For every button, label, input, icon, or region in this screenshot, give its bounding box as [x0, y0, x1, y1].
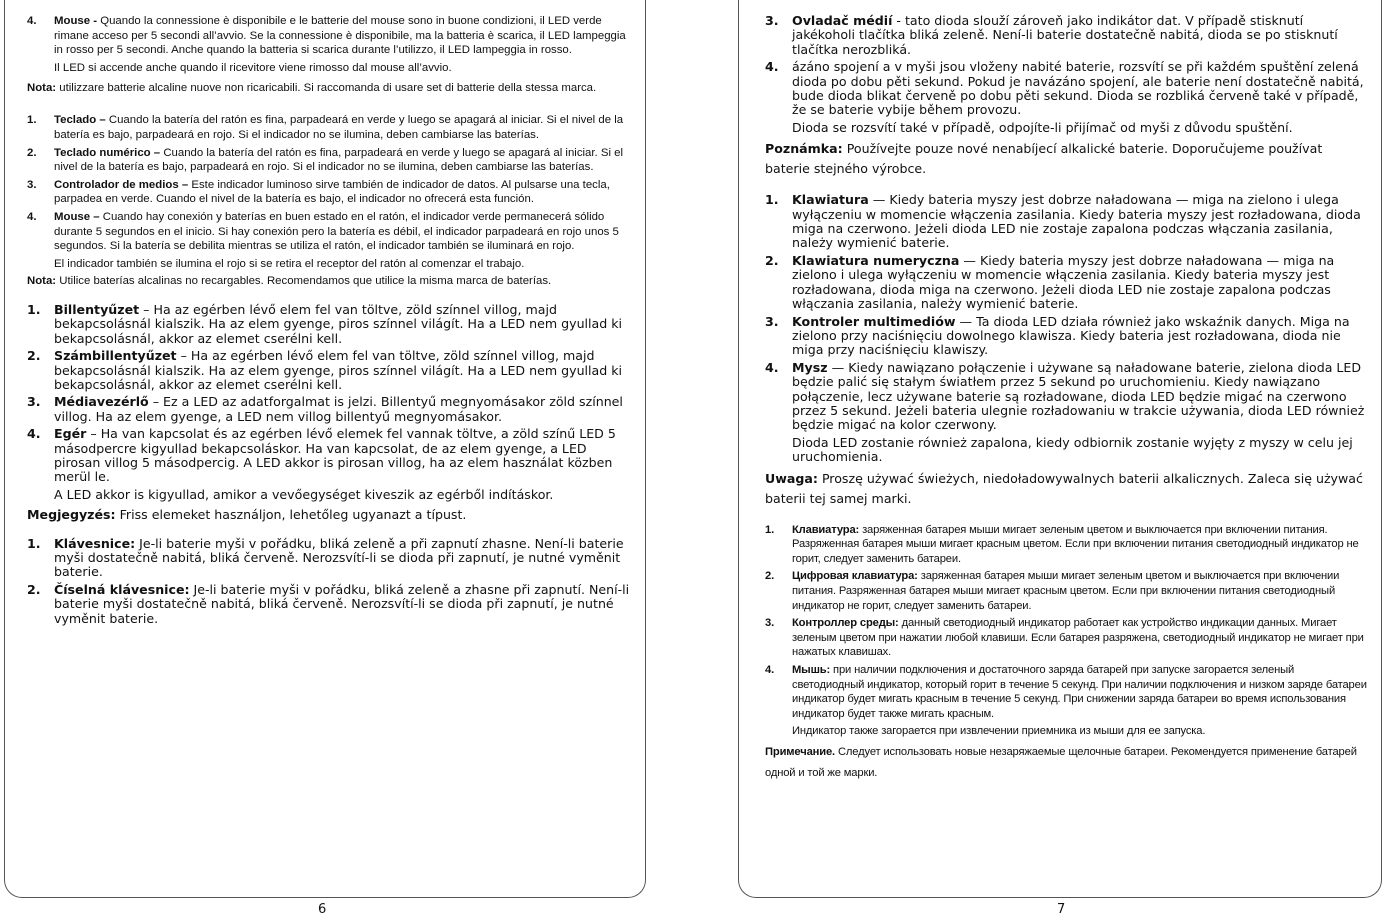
note-text: Utilice baterías alcalinas no recargables. Recomendamos que utilice la misma marca de baterías. — [59, 275, 552, 288]
note-text: Proszę używać świeżych, niedoładowywalnych baterii alkalicznych. Zaleca się używać baterii tej samej marki. — [765, 470, 1363, 506]
item-extra: A LED akkor is kigyullad, amikor a vevőegységet kiveszik az egérből indításkor. — [54, 486, 554, 502]
list-item — [765, 569, 1367, 613]
item-number: 1. — [765, 192, 779, 208]
note-text: Používejte pouze nové nenabíjecí alkalické baterie. Doporučujeme používat baterie stejného výrobce. — [765, 141, 1323, 177]
item-text: - tato dioda slouží zároveň jako indikátor dat. V případě stisknutí jakékoholi tlačítka bliká zeleně. Není-li baterie dostatečně nabitá, dioda se po stisknutí tlačítka nerozbliká. — [792, 13, 1338, 57]
item-term: Egér — [54, 426, 87, 442]
item-number: 2. — [27, 348, 41, 364]
note-text: utilizzare batterie alcaline nuove non ricaricabili. Si raccomanda di usare set di batterie della stessa marca. — [59, 82, 597, 95]
note-text: Friss elemeket használjon, lehetőleg ugyanazt a típust. — [119, 507, 467, 523]
item-number: 1. — [765, 523, 775, 536]
item-text: Cuando la batería del ratón es fina, parpadeará en verde y luego se apagará al iniciar. Si el nivel de la batería es bajo, parpadeará en rojo. Si el indicador no se ilumina, deben cambiarse las baterías. — [54, 114, 624, 141]
list-item — [765, 60, 1367, 118]
item-term: Клавиатура: — [792, 523, 860, 536]
list-item — [27, 178, 631, 207]
item-number: 1. — [27, 114, 37, 127]
list-item — [765, 315, 1367, 358]
item-text: – Ha az egérben lévő elem fel van töltve, zöld színnel villog, majd bekapcsolásnál kialszik. Ha az elem gyenge, piros színnel világít. Ha a LED nem gyullad ki bekapcsolásnál, akkor az elemet cserélni kell. — [54, 348, 623, 392]
item-number: 2. — [765, 252, 779, 268]
item-text: — Kiedy nawiązano połączenie i używane są naładowane baterie, zielona dioda LED będzie palić się stałym światłem przez 5 sekund po uruchomieniu. Kiedy nawiązano połączenie, lecz używane baterie są rozładowane, dioda LED będzie migać na czerwono przez 5 sekund. Jeżeli bateria ulegnie rozładowaniu w trakcie używania, dioda LED również będzie migać na kolor czerwony. — [792, 359, 1365, 433]
item-number: 3. — [27, 178, 37, 191]
item-term: Цифровая клавиатура: — [792, 570, 918, 583]
item-text: Cuando la batería del ratón es fina, parpadeará en verde y luego se apagará al iniciar. Si el nivel de la batería es bajo, parpadeará en rojo. Si el indicador no se ilumina, deben cambiarse las baterías. — [54, 146, 624, 174]
russian-section — [765, 523, 1367, 784]
list-item — [27, 583, 631, 626]
item-number: 3. — [27, 394, 41, 410]
item-extra: Dioda se rozsvítí také v případě, odpojíte-li přijímač od myši z důvodu spuštění. — [792, 119, 1293, 135]
note — [765, 139, 1367, 179]
item-number: 3. — [765, 313, 779, 329]
item-extra: Il LED si accende anche quando il ricevitore viene rimosso dal mouse all’avvio. — [54, 61, 452, 74]
item-text: Este indicador luminoso sirve también de indicador de datos. Al pulsarse una tecla, parpadea en verde. Cuando el nivel de la batería es bajo, el indicador no ofrecerá esta función. — [54, 178, 610, 206]
item-term: Médiavezérlő — [54, 394, 149, 410]
item-text: – Ha van kapcsolat és az egérben lévő elemek fel vannak töltve, a zöld színű LED 5 másodpercre kigyullad bekapcsoláskor. Ha van kapcsolat, de az elem gyenge, a LED pirosan villog 5 másodpercig. A LED akkor is pirosan villog, ha az elem használat közben merül le. — [54, 426, 616, 485]
item-term: Controlador de medios – — [54, 178, 189, 191]
item-term: Mouse – — [54, 210, 100, 223]
list-item — [27, 537, 631, 580]
item-term: Контроллер среды: — [792, 617, 899, 630]
list-item — [27, 14, 631, 58]
item-term: Kontroler multimediów — [792, 313, 956, 329]
item-text: — Kiedy bateria myszy jest dobrze naładowana — miga na zielono i ulega wyłączeniu w momencie włączenia zasilania. Kiedy bateria myszy jest rozładowana, dioda miga na czerwono. Jeżeli dioda LED nie zostaje zapalona podczas włączania zasilania, należy wymienić baterie. — [792, 192, 1361, 251]
item-number: 4. — [27, 426, 41, 442]
list-item — [27, 427, 631, 485]
italian-section — [27, 14, 631, 99]
polish-section — [765, 193, 1367, 508]
item-number: 3. — [765, 13, 779, 28]
item-text: Je-li baterie myši v pořádku, bliká zeleně a při zapnutí zhasne. Není-li baterie myši dostatečně nabitá, bliká červeně. Nerozsvítí-li se dioda při zapnutí, je nutné vyměnit baterie. — [54, 535, 624, 580]
list-item — [765, 616, 1367, 660]
note — [27, 508, 631, 522]
note-label: Megjegyzés: — [27, 507, 116, 523]
item-term: Billentyűzet — [54, 301, 140, 317]
czech-section-end — [765, 14, 1367, 179]
item-term: Klávesnice: — [54, 535, 136, 551]
item-extra: Dioda LED zostanie również zapalona, kiedy odbiornik zostanie wyjęty z myszy w celu jej uruchomienia. — [792, 434, 1353, 465]
list-item — [27, 146, 631, 175]
item-number: 4. — [765, 359, 779, 375]
list-item — [765, 523, 1367, 567]
note-label: Uwaga: — [765, 470, 818, 486]
note-text: Следует использовать новые незаряжаемые щелочные батареи. Рекомендуется применение батарей одной и той же марки. — [765, 745, 1357, 779]
item-number: 4. — [27, 15, 37, 27]
item-term: Számbillentyűzet — [54, 348, 177, 364]
item-text: – Ha az egérben lévő elem fel van töltve, zöld színnel villog, majd bekapcsolásnál kialszik. Ha az elem gyenge, piros színnel világít. Ha a LED nem gyullad ki bekapcsolásnál, akkor az elemet cserélni kell. — [54, 301, 623, 346]
note — [27, 274, 631, 289]
item-text: Quando la connessione è disponibile e le batterie del mouse sono in buone condizioni, il LED verde rimane acceso per 5 secondi all’avvio. Se la connessione è disponibile, ma la batteria è scarica, il LED lampeggia in rosso per 5 secondi. Anche quando la batteria si scarica durante l’utilizzo, il LED lampeggia in rosso. — [54, 15, 626, 57]
item-number: 2. — [765, 570, 775, 583]
item-text: — Ta dioda LED działa również jako wskaźnik danych. Miga na zielono przy naciśnięciu dowolnego klawisza. Kiedy bateria jest rozładowana, dioda nie miga przy naciśnięciu klawiszy. — [792, 313, 1350, 358]
item-text: заряженная батарея мыши мигает зеленым цветом и выключается при включении питания. Разряженная батарея мыши мигает красным цветом. Если при включении питания светодиодный индикатор не горит, следует заменить батареи. — [792, 523, 1359, 565]
note — [765, 742, 1367, 784]
item-term: Číselná klávesnice: — [54, 581, 190, 597]
item-term: Mouse - — [54, 15, 98, 27]
page-number-right: 7 — [1057, 902, 1066, 917]
list-item — [765, 14, 1367, 57]
list-item — [765, 193, 1367, 251]
item-term: Teclado numérico – — [54, 146, 161, 159]
item-number: 2. — [27, 581, 41, 597]
note-label: Poznámka: — [765, 141, 843, 157]
list-item — [765, 361, 1367, 433]
list-item — [27, 210, 631, 254]
czech-section-start — [27, 537, 631, 626]
item-text: при наличии подключения и достаточного заряда батарей при запуске загорается зеленый светодиодный индикатор, который горит в течение 5 секунд. При наличии подключения и низком заряде батареи индикатор будет мигать красным в течение 5 секунд. При снижении заряда батареи во время использования индикатор будет также мигать красным. — [792, 663, 1367, 720]
note-label: Nota: — [27, 82, 57, 95]
page-number-left: 6 — [318, 902, 327, 917]
item-number: 4. — [27, 210, 37, 223]
note — [765, 469, 1367, 509]
item-term: Klawiatura numeryczna — [792, 252, 960, 268]
item-extra: El indicador también se ilumina el rojo si se retira el receptor del ratón al comenzar el trabajo. — [54, 257, 525, 270]
note-label: Примечание. — [765, 745, 836, 758]
list-item — [27, 303, 631, 346]
item-number: 1. — [27, 301, 41, 317]
item-extra: Индикатор также загорается при извлечении приемника из мыши для ее запуска. — [792, 725, 1206, 738]
hungarian-section — [27, 303, 631, 523]
list-item — [27, 113, 631, 142]
item-text: Je-li baterie myši v pořádku, bliká zeleně a zhasne při zapnutí. Není-li baterie myši dostatečně nabitá, bliká červeně. Nerozsvítí-li se dioda při zapnutí, je nutné vyměnit baterie. — [54, 581, 630, 626]
item-number: 2. — [27, 146, 37, 159]
item-term: Mysz — [792, 359, 828, 375]
item-term: Мышь: — [792, 663, 831, 676]
item-text: Cuando hay conexión y baterías en buen estado en el ratón, el indicador verde permanecerá sólido durante 5 segundos en el inicio. Si hay conexión pero la batería es débil, el indicador parpadeará en rojo unos 5 segundos. Si la batería se debilita mientras se utiliza el ratón, el indicador también se iluminará en rojo. — [54, 210, 619, 253]
item-number: 4. — [765, 59, 779, 75]
note-label: Nota: — [27, 275, 57, 288]
item-term: Klawiatura — [792, 192, 869, 208]
list-item — [27, 349, 631, 392]
item-term: Ovladač médií — [792, 13, 893, 28]
item-number: 4. — [765, 663, 775, 676]
item-text: данный светодиодный индикатор работает как устройство индикации данных. Мигает зеленым цветом при нажатии любой клавиши. Если батарея разряжена, светодиодный индикатор не мигает при нажатых клавишах. — [792, 617, 1364, 659]
item-text: — Kiedy bateria myszy jest dobrze naładowana — miga na zielono i ulega wyłączeniu w momencie włączenia zasilania. Kiedy bateria myszy jest rozładowana, dioda miga na czerwono. Jeżeli dioda LED nie zostaje zapalona podczas włączania zasilania, należy wymienić baterie. — [792, 252, 1335, 312]
note — [27, 78, 631, 99]
left-page — [4, 0, 646, 898]
item-text: ázáno spojení a v myši jsou vloženy nabité baterie, rozsvítí se při každém spuštění zelená dioda po dobu pěti sekund. Pokud je navázáno spojení, ale baterie není dostatečně nabitá, bude dioda blikat červeně po dobu pěti sekund. Dioda se rozbliká červeně také v případě, že se baterie vybije během provozu. — [792, 59, 1364, 118]
right-page — [738, 0, 1382, 898]
item-number: 3. — [765, 617, 775, 630]
list-item — [27, 395, 631, 424]
list-item — [765, 663, 1367, 721]
item-text: заряженная батарея мыши мигает зеленым цветом и выключается при включении питания. Разряженная батарея мыши мигает красным цветом. Если при включении питания светодиодный индикатор не горит, следует заменить батареи. — [792, 570, 1340, 612]
list-item — [765, 254, 1367, 312]
item-text: – Ez a LED az adatforgalmat is jelzi. Billentyű megnyomásakor zöld színnel villog. Ha az elem gyenge, a LED nem villog billentyű megnyomásakor. — [54, 394, 623, 424]
item-term: Teclado – — [54, 114, 106, 127]
item-number: 1. — [27, 535, 41, 551]
spanish-section — [27, 113, 631, 289]
